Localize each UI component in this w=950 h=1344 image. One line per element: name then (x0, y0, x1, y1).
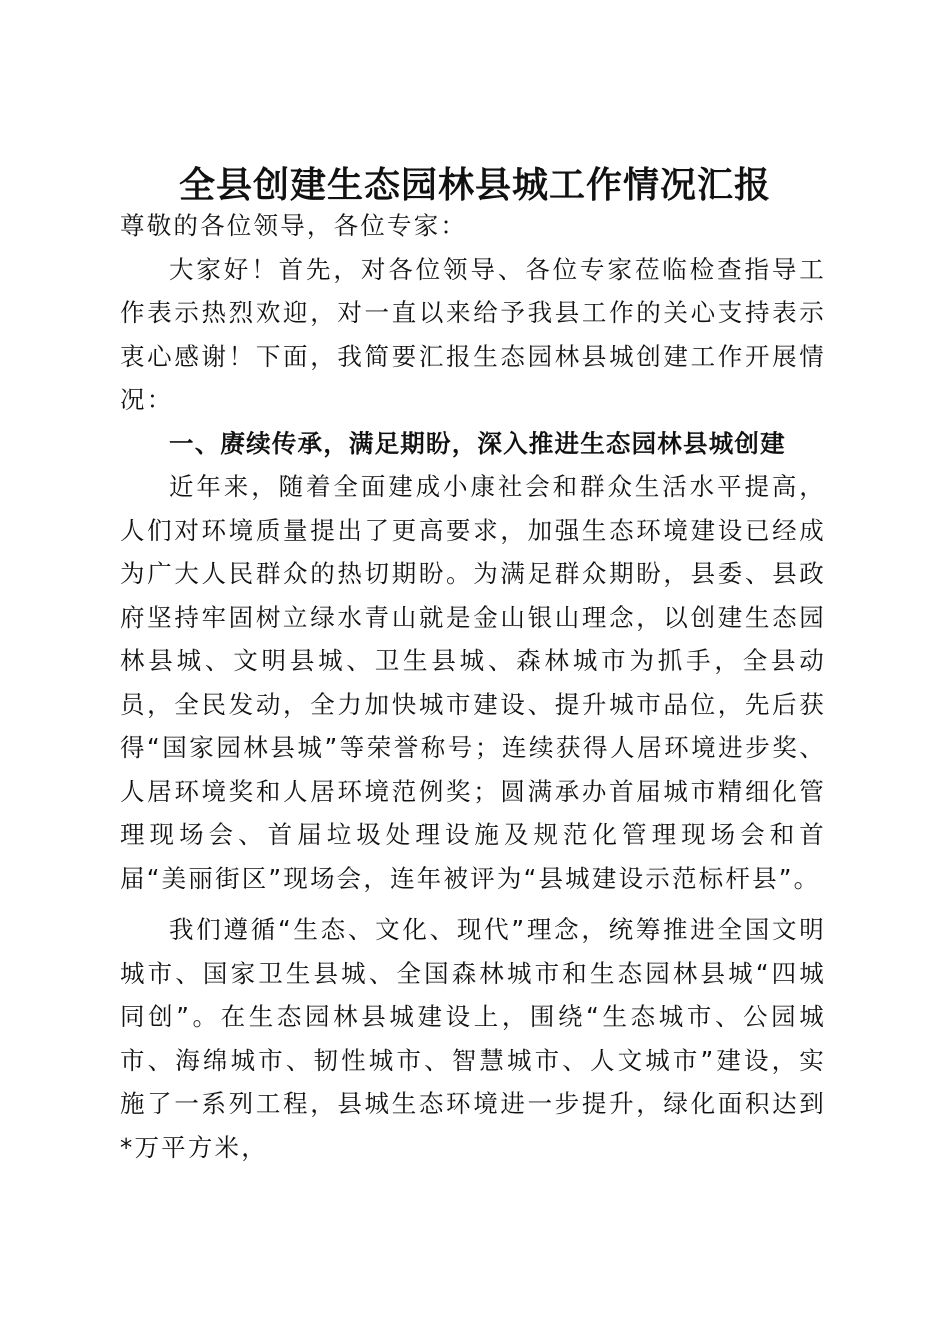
document-body (120, 204, 826, 1169)
document-title: 全县创建生态园林县城工作情况汇报 (178, 164, 771, 207)
section-heading-1: 一、赓续传承，满足期盼，深入推进生态园林县城创建 (169, 428, 786, 458)
paragraph-four-cities: 我们遵循“生态、文化、现代”理念，统筹推进全国文明城市、国家卫生县城、全国森林城市和生态园林县城“四城同创”。在生态园林县城建设上，围绕“生态城市、公园城市、海绵城市、韧性城市、智慧城市、人文城市”建设，实施了一系列工程，县城生态环境进一步提升，绿化面积达到*万平方米， (120, 915, 826, 1162)
paragraph-greeting: 大家好！首先，对各位领导、各位专家莅临检查指导工作表示热烈欢迎，对一直以来给予我县工作的关心支持表示衷心感谢！下面，我简要汇报生态园林县城创建工作开展情况： (120, 254, 826, 414)
salutation: 尊敬的各位领导，各位专家： (120, 211, 468, 240)
paragraph-background: 近年来，随着全面建成小康社会和群众生活水平提高，人们对环境质量提出了更高要求，加强生态环境建设已经成为广大人民群众的热切期盼。为满足群众期盼，县委、县政府坚持牢固树立绿水青山就是金山银山理念，以创建生态园林县城、文明县城、卫生县城、森林城市为抓手，全县动员，全民发动，全力加快城市建设、提升城市品位，先后获得“国家园林县城”等荣誉称号；连续获得人居环境进步奖、人居环境奖和人居环境范例奖；圆满承办首届城市精细化管理现场会、首届垃圾处理设施及规范化管理现场会和首届“美丽街区”现场会，连年被评为“县城建设示范标杆县”。 (120, 472, 826, 893)
